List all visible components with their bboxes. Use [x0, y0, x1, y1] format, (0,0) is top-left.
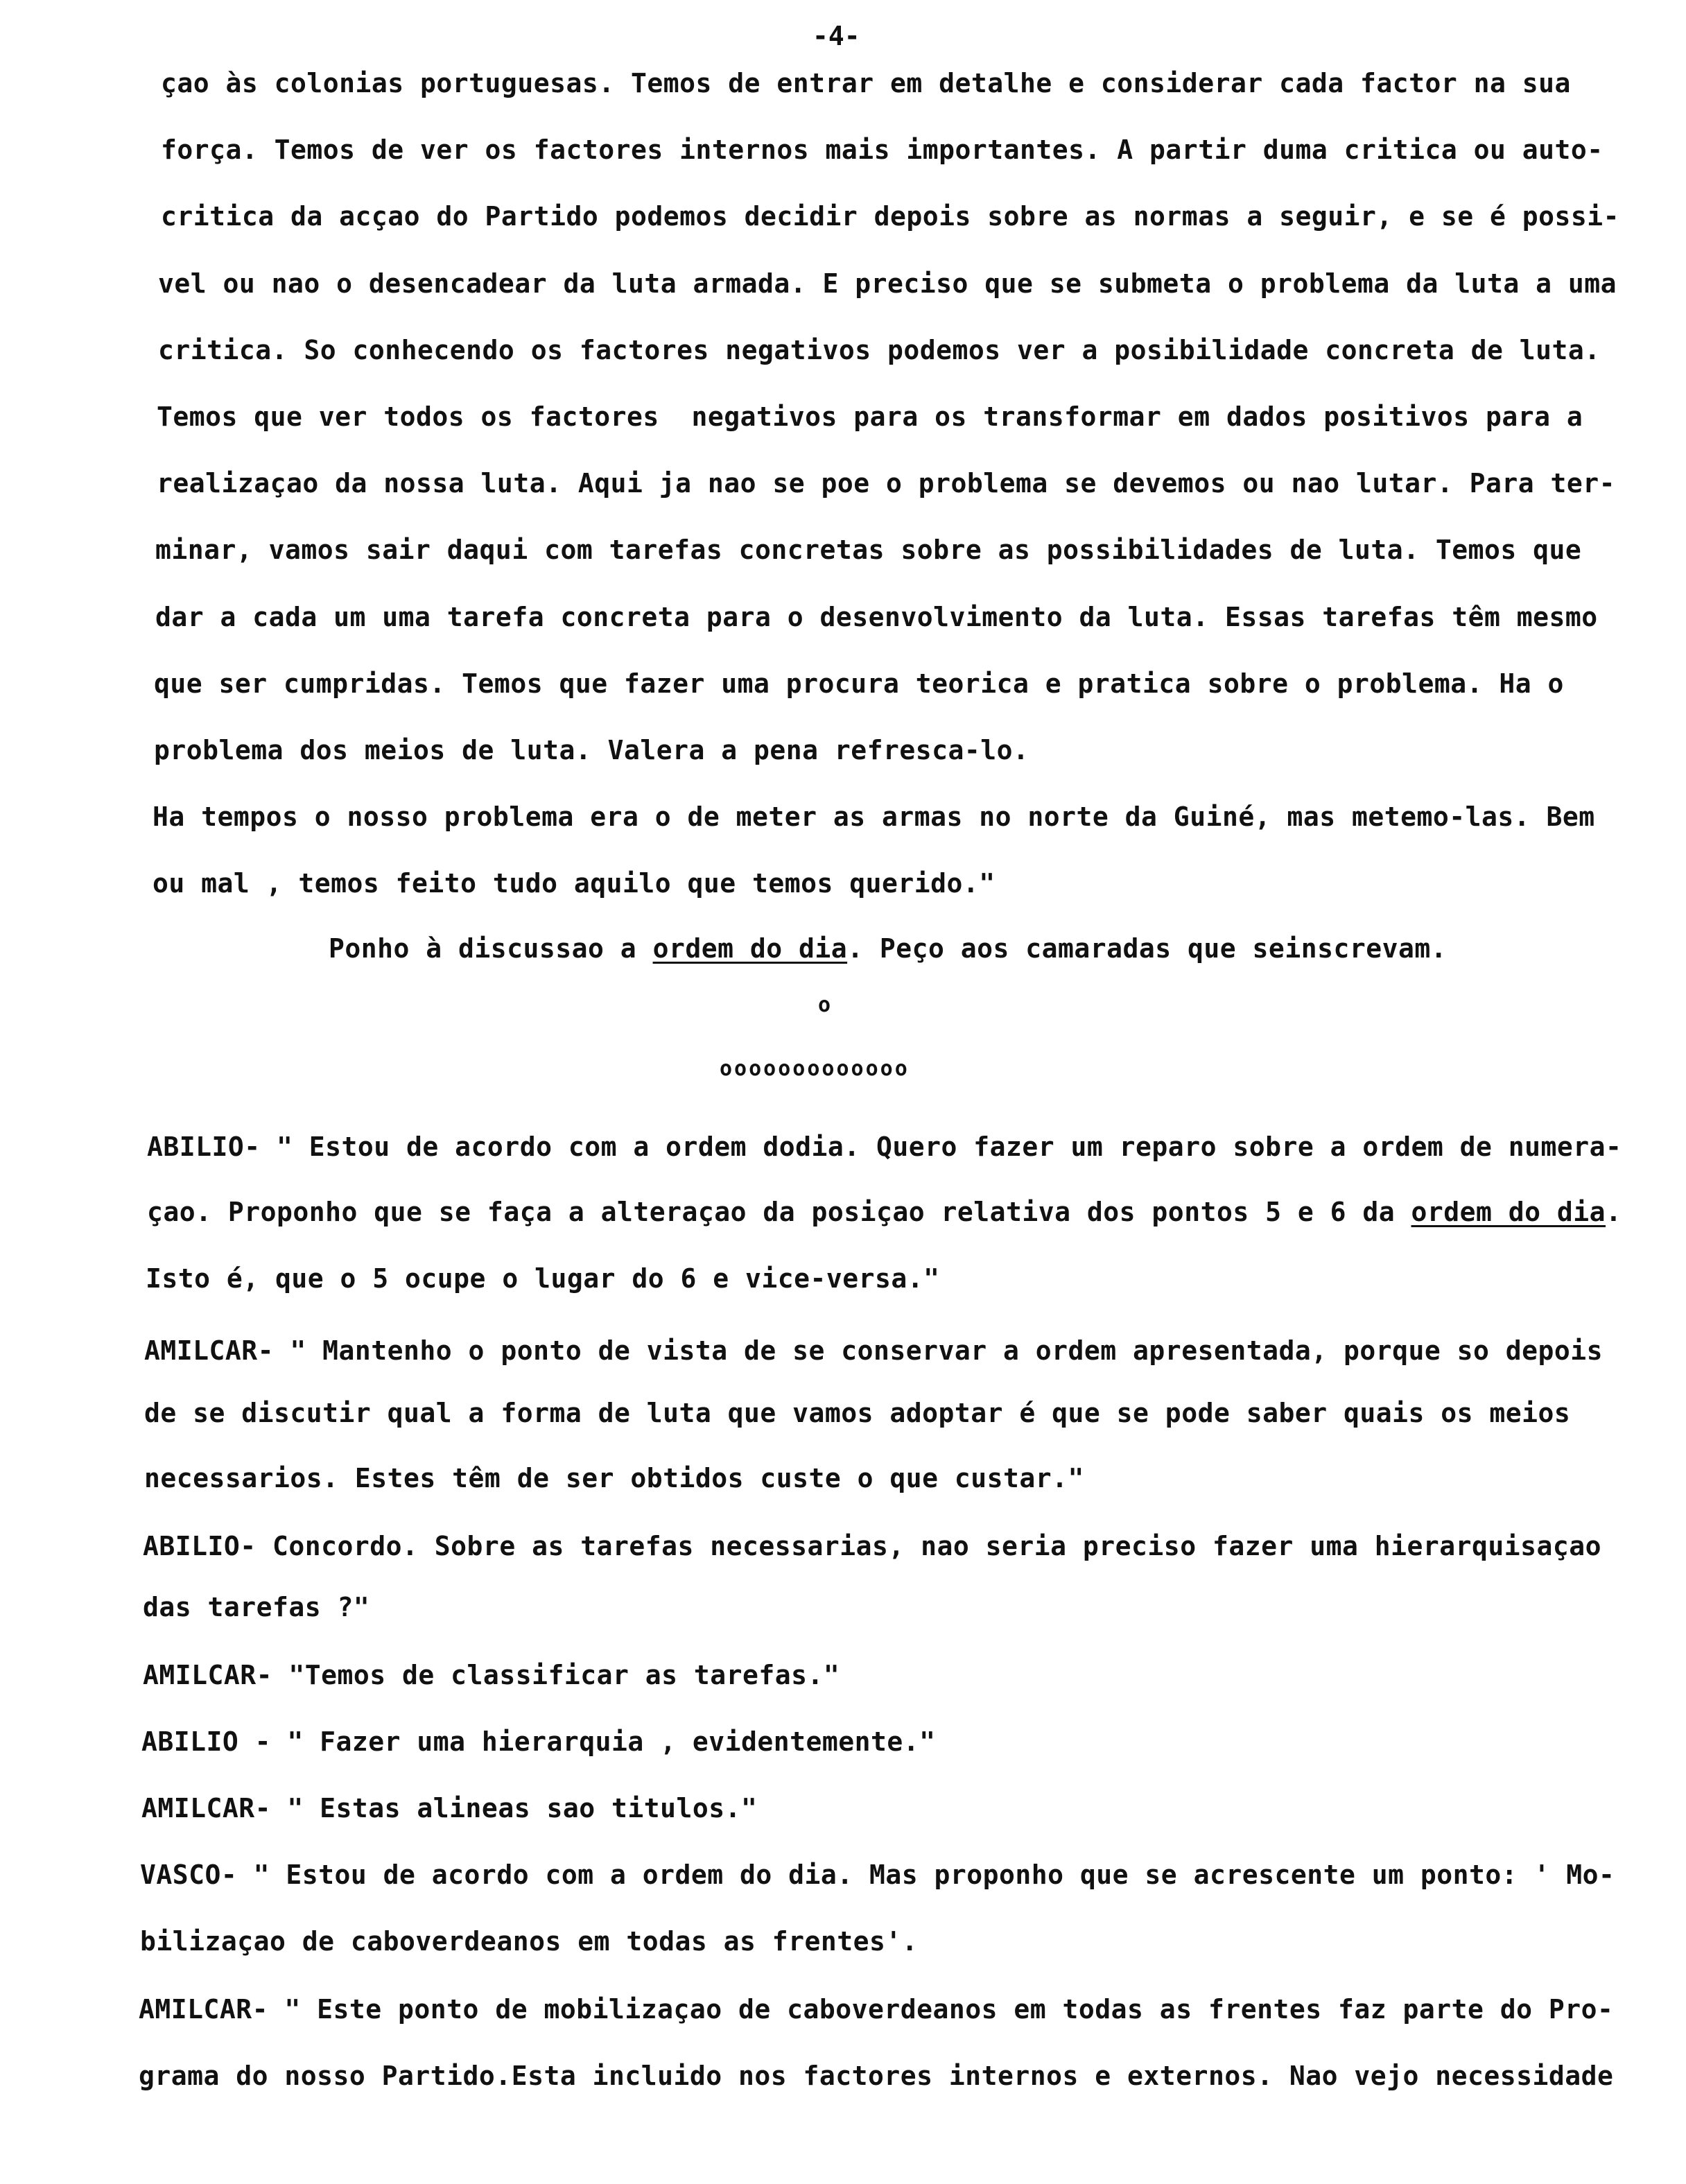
- discussion-text-before: Ponho à discussao a: [329, 933, 653, 964]
- dialogue-text-after: .: [1606, 1197, 1622, 1227]
- dialogue-text: çao. Proponho que se faça a alteraçao da posiçao relativa dos pontos 5 e 6 da: [147, 1197, 1411, 1227]
- text-line: vel ou nao o desencadear da luta armada. E preciso que se submeta o problema da luta a uma: [158, 268, 1617, 299]
- dialogue-line: [139, 2059, 1613, 2092]
- dialogue-line: [144, 1396, 1570, 1430]
- dialogue-line: [143, 1658, 840, 1692]
- text-line: problema dos meios de luta. Valera a pena refresca-lo.: [154, 735, 1029, 765]
- dialogue-text: ABILIO- Concordo. Sobre as tarefas necessarias, nao seria preciso fazer uma hierarquisaçao: [143, 1531, 1602, 1561]
- dialogue-text: Isto é, que o 5 ocupe o lugar do 6 e vice-versa.": [146, 1263, 940, 1294]
- dialogue-line: [143, 1529, 1601, 1563]
- dialogue-text: VASCO- " Estou de acordo com a ordem do dia. Mas proponho que se acrescente um ponto: ' Mo-: [140, 1860, 1615, 1890]
- dialogue-line: [139, 1993, 1613, 2026]
- dialogue-line: [141, 1725, 936, 1758]
- dialogue-text: ABILIO- " Estou de acordo com a ordem dodia. Quero fazer um reparo sobre a ordem de numera-: [147, 1132, 1622, 1162]
- discussion-text-after: . Peço aos camaradas que seinscrevam.: [847, 933, 1448, 964]
- underlined-ordem-do-dia: ordem do dia: [652, 933, 848, 964]
- dialogue-line: [144, 1462, 1084, 1495]
- dialogue-text: AMILCAR- " Este ponto de mobilizaçao de caboverdeanos em todas as frentes faz parte do Pro-: [139, 1994, 1614, 2025]
- dialogue-text: bilizaçao de caboverdeanos em todas as frentes'.: [140, 1926, 919, 1957]
- dialogue-text: AMILCAR- " Mantenho o ponto de vista de se conservar a ordem apresentada, porque so depois: [144, 1335, 1604, 1366]
- dialogue-line: [147, 1195, 1622, 1229]
- dialogue-line: [143, 1591, 370, 1624]
- separator-dot-row: ooooooooooooo: [720, 1057, 910, 1081]
- dialogue-line: [140, 1925, 918, 1958]
- dialogue-text: ABILIO - " Fazer uma hierarquia , evidentemente.": [141, 1726, 936, 1757]
- dialogue-text: AMILCAR- "Temos de classificar as tarefas.": [143, 1660, 840, 1690]
- text-line: critica. So conhecendo os factores negativos podemos ver a posibilidade concreta de luta.: [158, 335, 1601, 365]
- dialogue-text: das tarefas ?": [143, 1592, 370, 1622]
- dialogue-text: AMILCAR- " Estas alineas sao titulos.": [141, 1793, 758, 1823]
- text-line: Ha tempos o nosso problema era o de meter as armas no norte da Guiné, mas metemo-las. Bem: [153, 801, 1595, 832]
- text-line: que ser cumpridas. Temos que fazer uma procura teorica e pratica sobre o problema. Ha o: [154, 668, 1564, 699]
- underlined-ordem-do-dia: ordem do dia: [1411, 1197, 1606, 1227]
- text-line: ou mal , temos feito tudo aquilo que temos querido.": [153, 868, 996, 899]
- dialogue-line: [144, 1334, 1603, 1367]
- text-line: dar a cada um uma tarefa concreta para o desenvolvimento da luta. Essas tarefas têm mesmo: [155, 602, 1598, 632]
- dialogue-line: [141, 1792, 757, 1825]
- dialogue-text: necessarios. Estes têm de ser obtidos custe o que custar.": [144, 1463, 1084, 1493]
- text-line: Temos que ver todos os factores negativos para os transformar em dados positivos para a: [157, 401, 1583, 432]
- text-line: força. Temos de ver os factores internos mais importantes. A partir duma critica ou auto-: [161, 135, 1604, 165]
- dialogue-line: [146, 1262, 940, 1295]
- text-line: realizaçao da nossa luta. Aqui ja nao se poe o problema se devemos ou nao lutar. Para ter-: [157, 468, 1616, 499]
- text-line: minar, vamos sair daqui com tarefas concretas sobre as possibilidades de luta. Temos que: [155, 535, 1582, 565]
- text-line: critica da acçao do Partido podemos decidir depois sobre as normas a seguir, e se é possi-: [161, 201, 1620, 232]
- discussion-line: [329, 932, 1447, 965]
- dialogue-text: de se discutir qual a forma de luta que vamos adoptar é que se pode saber quais os meios: [144, 1398, 1571, 1428]
- text-line: çao às colonias portuguesas. Temos de entrar em detalhe e considerar cada factor na sua: [161, 68, 1571, 98]
- dialogue-line: [147, 1130, 1622, 1163]
- page-number: -4-: [812, 21, 860, 51]
- dialogue-line: [140, 1858, 1615, 1891]
- separator-dot: o: [818, 993, 833, 1017]
- dialogue-text: grama do nosso Partido.Esta incluido nos factores internos e externos. Nao vejo necessidade: [139, 2061, 1614, 2091]
